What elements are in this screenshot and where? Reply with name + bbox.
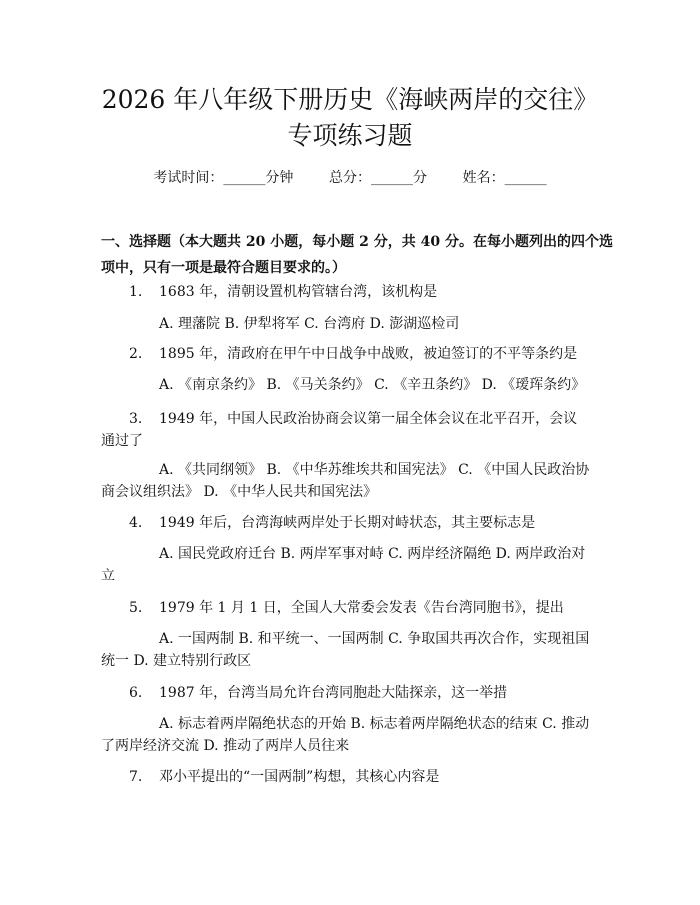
question-stem xyxy=(101,281,591,303)
section-heading: 一、选择题（本大题共 20 小题，每小题 2 分，共 40 分。在每小题列出的四个选项中，只有一项是最符合题目要求的。） xyxy=(101,234,613,276)
question-text: 1949 年后，台湾海峡两岸处于长期对峙状态，其主要标志是 xyxy=(159,515,536,531)
question-stem xyxy=(101,512,591,534)
question-stem xyxy=(101,343,591,365)
question-text: 1895 年，清政府在甲午中日战争中战败，被迫签订的不平等条约是 xyxy=(159,346,578,362)
options-text: A. 一国两制 B. 和平统一、一国两制 C. 争取国共再次合作，实现祖国统一 D. 建立特别行政区 xyxy=(101,631,590,669)
question-number: 2. xyxy=(129,346,143,362)
document-title-line2: 专项练习题 xyxy=(287,121,413,150)
options-text: A. 《共同纲领》 B. 《中华苏维埃共和国宪法》 C. 《中国人民政治协商会议组织法》 D. 《中华人民共和国宪法》 xyxy=(101,462,590,500)
name-blank: ______ xyxy=(504,170,547,186)
time-label: 考试时间： xyxy=(153,170,224,186)
question-stem xyxy=(101,682,591,704)
question-options xyxy=(101,313,591,335)
question-text: 1683 年，清朝设置机构管辖台湾，该机构是 xyxy=(159,284,438,300)
score-unit: 分 xyxy=(413,170,427,186)
question-number: 7. xyxy=(129,769,143,785)
question-options xyxy=(101,543,591,587)
options-text: A. 《南京条约》 B. 《马关条约》 C. 《辛丑条约》 D. 《瑷珲条约》 xyxy=(159,377,586,393)
options-text: A. 国民党政府迁台 B. 两岸军事对峙 C. 两岸经济隔绝 D. 两岸政治对立 xyxy=(101,546,586,584)
options-text: A. 理藩院 B. 伊犁将军 C. 台湾府 D. 澎湖巡检司 xyxy=(159,316,460,332)
question-number: 4. xyxy=(129,515,143,531)
question-stem xyxy=(101,597,591,619)
score-blank: ______ xyxy=(371,170,413,186)
document-title-line1: 2026 年八年级下册历史《海峡两岸的交往》 xyxy=(101,85,599,114)
options-text: A. 标志着两岸隔绝状态的开始 B. 标志着两岸隔绝状态的结束 C. 推动了两岸经济交流 D. 推动了两岸人员往来 xyxy=(101,716,590,754)
question-options xyxy=(101,628,591,672)
question-stem xyxy=(101,408,591,452)
question-text: 邓小平提出的“一国两制”构想，其核心内容是 xyxy=(159,769,440,785)
exam-info-line xyxy=(0,168,700,188)
question-number: 6. xyxy=(129,685,143,701)
question-number: 3. xyxy=(129,411,143,427)
time-unit: 分钟 xyxy=(265,170,294,186)
question-options xyxy=(101,459,591,503)
question-number: 5. xyxy=(129,600,143,616)
time-blank: ______ xyxy=(223,170,266,186)
question-text: 1979 年 1 月 1 日，全国人大常委会发表《告台湾同胞书》，提出 xyxy=(159,600,564,616)
question-options xyxy=(101,713,591,757)
question-text: 1987 年，台湾当局允许台湾同胞赴大陆探亲，这一举措 xyxy=(159,685,508,701)
question-text: 1949 年，中国人民政治协商会议第一届全体会议在北平召开，会议通过了 xyxy=(101,411,578,449)
name-label: 姓名： xyxy=(462,170,505,186)
score-label: 总分： xyxy=(329,170,371,186)
question-stem xyxy=(101,766,591,788)
question-options xyxy=(101,374,591,396)
question-number: 1. xyxy=(129,284,143,300)
